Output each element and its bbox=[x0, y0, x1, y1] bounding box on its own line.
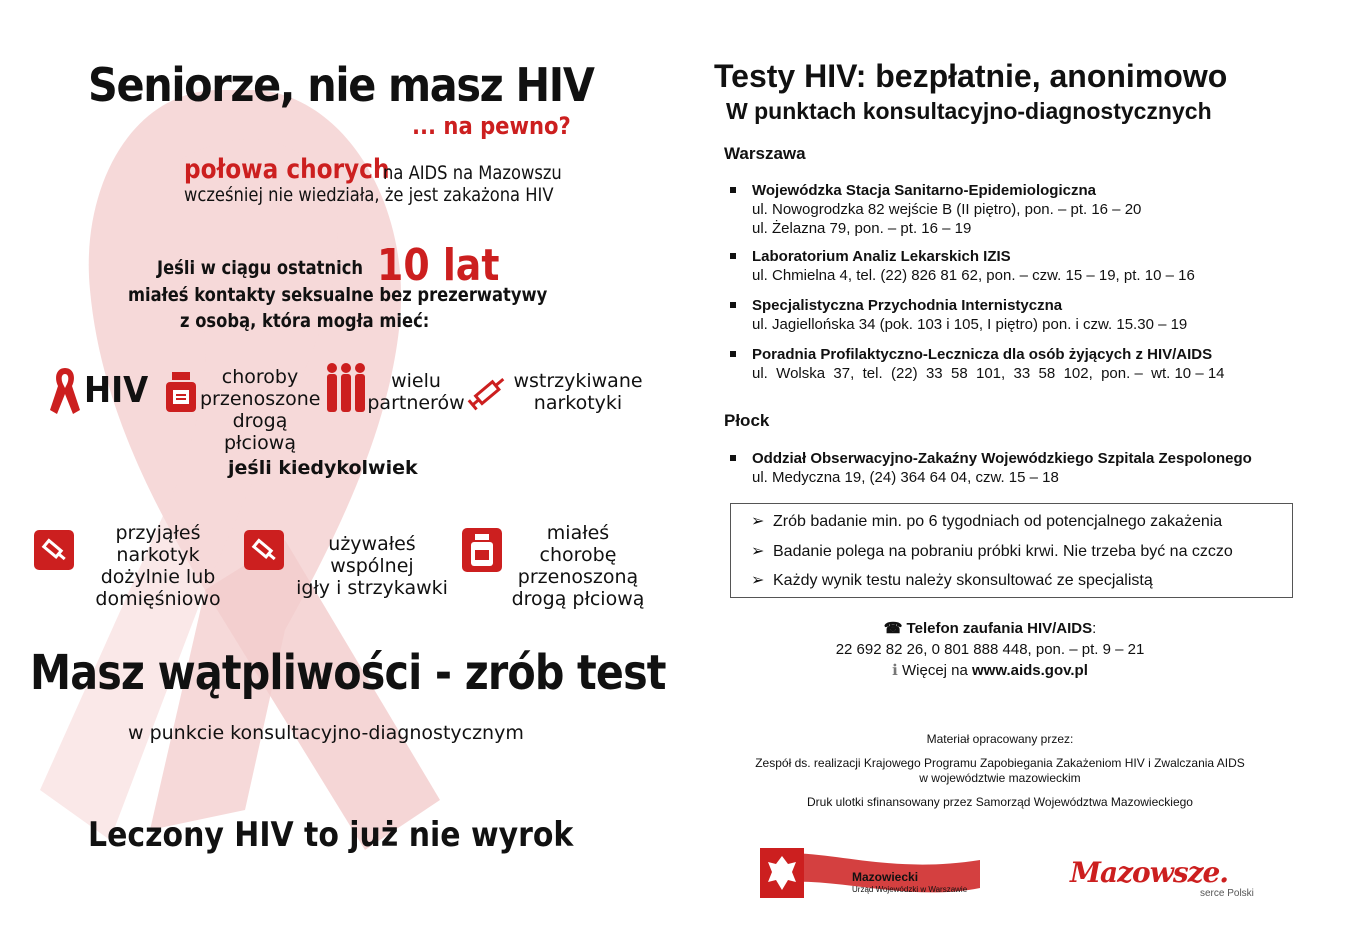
city-heading: Płock bbox=[724, 411, 770, 430]
arrow-icon: ➢ bbox=[751, 513, 765, 530]
credits-line: Materiał opracowany przez: bbox=[926, 732, 1074, 746]
mazowsze-logo bbox=[1070, 856, 1254, 899]
risk-partners-line2: partnerów bbox=[367, 392, 465, 414]
website-link[interactable]: www.aids.gov.pl bbox=[972, 662, 1088, 679]
tips-box bbox=[730, 503, 1293, 598]
medicine-bottle-icon bbox=[462, 528, 502, 572]
ever-had-std-line3: drogą płciową bbox=[511, 588, 645, 610]
clinic-entry bbox=[730, 449, 1252, 487]
tests-subtitle: W punktach konsultacyjno-diagnostycznych bbox=[726, 98, 1212, 124]
phone-icon: ☎ bbox=[883, 620, 903, 637]
tip-item bbox=[751, 511, 1222, 531]
clinic-address: ul. Medyczna 19, (24) 364 64 04, czw. 15 – 18 bbox=[752, 469, 1059, 486]
tip-text: Badanie polega na pobraniu próbki krwi. Nie trzeba być na czczo bbox=[773, 543, 1233, 560]
clinic-address: ul. Żelazna 79, pon. – pt. 16 – 19 bbox=[752, 220, 972, 237]
ten-years-line3: z osobą, która mogła mieć: bbox=[180, 310, 430, 332]
injection-icon bbox=[34, 530, 74, 570]
tests-title: Testy HIV: bezpłatnie, anonimowo bbox=[714, 58, 1228, 94]
risk-hiv-label: HIV bbox=[84, 370, 149, 411]
headline: Seniorze, nie masz HIV bbox=[88, 58, 594, 112]
hotline-label: Telefon zaufania HIV/AIDS bbox=[906, 620, 1093, 637]
tip-item bbox=[751, 541, 1233, 561]
call-to-action: Masz wątpliwości - zrób test bbox=[30, 645, 666, 701]
tip-text: Zrób badanie min. po 6 tygodniach od potencjalnego zakażenia bbox=[773, 513, 1223, 530]
risk-drugs-line2: narkotyki bbox=[533, 392, 623, 414]
half-patients-line2: wcześniej nie wiedziała, że jest zakażona HIV bbox=[184, 184, 554, 206]
risk-partners-line1: wielu bbox=[391, 370, 441, 392]
clinic-address: ul. Wolska 37, tel. (22) 33 58 101, 33 58 102, pon. – wt. 10 – 14 bbox=[752, 365, 1225, 382]
clinic-name: Wojewódzka Stacja Sanitarno-Epidemiologiczna bbox=[752, 182, 1096, 199]
ten-years-emphasis: 10 lat bbox=[377, 240, 500, 291]
mazowiecki-name: Mazowiecki bbox=[852, 870, 919, 884]
risk-std-line1: choroby bbox=[221, 366, 299, 388]
ever-injected-line1: przyjąłeś narkotyk bbox=[115, 522, 201, 566]
clinic-name: Laboratorium Analiz Lekarskich IZIS bbox=[752, 248, 1011, 265]
bullet bbox=[730, 253, 736, 259]
hotline: ☎ Telefon zaufania HIV/AIDS: 22 692 82 26, 0 801 888 448, pon. – pt. 9 – 21 ℹ Więcej na www.aids.gov.pl bbox=[700, 618, 1280, 681]
info-icon: ℹ bbox=[892, 662, 898, 679]
tip-text: Każdy wynik testu należy skonsultować ze specjalistą bbox=[773, 572, 1153, 589]
clinic-name: Specjalistyczna Przychodnia Internistyczna bbox=[752, 297, 1063, 314]
ever-heading: jeśli kiedykolwiek bbox=[228, 457, 418, 479]
ever-injected-line3: domięśniowo bbox=[95, 588, 221, 610]
shared-needle-icon bbox=[244, 530, 284, 570]
bullet bbox=[730, 187, 736, 193]
mazowsze-sub: serce Polski bbox=[1200, 888, 1254, 899]
clinic-name: Oddział Obserwacyjno-Zakaźny Wojewódzkiego Szpitala Zespolonego bbox=[752, 450, 1252, 467]
bullet bbox=[730, 351, 736, 357]
clinic-entry bbox=[730, 181, 1141, 238]
credits-line: w województwie mazowieckim bbox=[919, 771, 1081, 785]
risk-std-line2: przenoszone bbox=[200, 388, 321, 410]
mazowiecki-sub: Urząd Wojewódzki w Warszawie bbox=[852, 885, 968, 894]
ever-shared bbox=[290, 533, 454, 599]
arrow-icon: ➢ bbox=[751, 572, 765, 589]
clinic-address: ul. Nowogrodzka 82 wejście B (II piętro), pon. – pt. 16 – 20 bbox=[752, 201, 1142, 218]
hotline-numbers: 22 692 82 26, 0 801 888 448, pon. – pt. 9 – 21 bbox=[835, 641, 1145, 658]
bullet bbox=[730, 302, 736, 308]
ever-shared-line1: używałeś wspólnej bbox=[328, 533, 416, 577]
credits-line: Zespół ds. realizacji Krajowego Programu Zapobiegania Zakażeniom HIV i Zwalczania AIDS bbox=[755, 756, 1245, 770]
mazowsze-name: Mazowsze. bbox=[1070, 856, 1229, 889]
clinic-address: ul. Chmielna 4, tel. (22) 826 81 62, pon. – czw. 15 – 19, pt. 10 – 16 bbox=[752, 267, 1195, 284]
mazowiecki-office-logo bbox=[760, 846, 980, 907]
clinic-entry bbox=[730, 296, 1187, 334]
ever-injected-line2: dożylnie lub bbox=[100, 566, 216, 588]
treated-slogan: Leczony HIV to już nie wyrok bbox=[88, 815, 574, 855]
risk-drugs bbox=[510, 370, 646, 414]
ten-years-line2: miałeś kontakty seksualne bez prezerwatywy bbox=[128, 284, 548, 306]
ribbon-icon bbox=[48, 366, 82, 416]
subheadline: ... na pewno? bbox=[412, 112, 571, 140]
people-group-icon bbox=[324, 362, 368, 414]
half-patients-emphasis: połowa chorych bbox=[184, 154, 390, 185]
city-heading: Warszawa bbox=[724, 144, 806, 163]
ever-injected bbox=[78, 522, 238, 610]
tip-item bbox=[751, 570, 1153, 590]
half-patients-text: na AIDS na Mazowszu bbox=[383, 162, 562, 184]
risk-std bbox=[200, 366, 320, 454]
call-to-action-sub: w punkcie konsultacyjno-diagnostycznym bbox=[128, 722, 524, 744]
clinic-entry bbox=[730, 345, 1225, 383]
syringe-icon bbox=[466, 372, 510, 412]
more-prefix: Więcej na bbox=[901, 662, 973, 679]
clinic-name: Poradnia Profilaktyczno-Lecznicza dla osób żyjących z HIV/AIDS bbox=[752, 346, 1213, 363]
ten-years-prefix: Jeśli w ciągu ostatnich bbox=[157, 257, 364, 279]
arrow-icon: ➢ bbox=[751, 543, 765, 560]
clinic-address: ul. Jagiellońska 34 (pok. 103 i 105, I piętro) pon. i czw. 15.30 – 19 bbox=[752, 316, 1188, 333]
risk-std-line3: drogą płciową bbox=[224, 410, 296, 454]
risk-partners bbox=[366, 370, 466, 414]
medicine-bottle-icon bbox=[164, 370, 198, 414]
bullet bbox=[730, 455, 736, 461]
ever-had-std-line2: przenoszoną bbox=[517, 566, 639, 588]
credits-line: Druk ulotki sfinansowany przez Samorząd Województwa Mazowieckiego bbox=[807, 795, 1193, 809]
ever-had-std bbox=[508, 522, 648, 610]
ever-had-std-line1: miałeś chorobę bbox=[539, 522, 617, 566]
risk-drugs-line1: wstrzykiwane bbox=[513, 370, 643, 392]
clinic-entry bbox=[730, 247, 1195, 285]
credits bbox=[700, 732, 1300, 810]
ever-shared-line2: igły i strzykawki bbox=[296, 577, 448, 599]
